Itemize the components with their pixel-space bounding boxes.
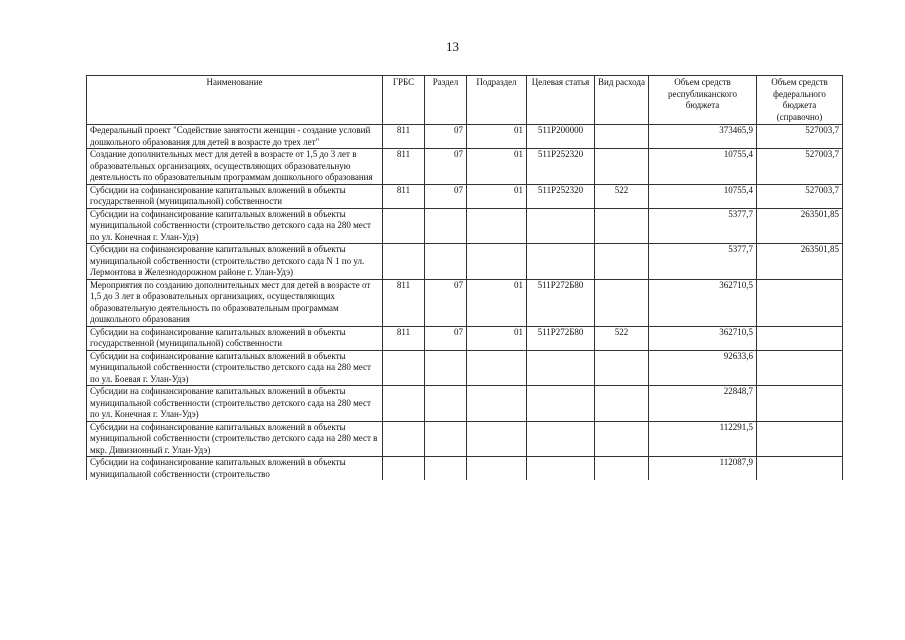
header-subsection: Подраздел xyxy=(467,76,527,125)
cell-expense xyxy=(595,457,649,481)
cell-target xyxy=(527,421,595,457)
cell-federal xyxy=(757,421,843,457)
cell-republic: 362710,5 xyxy=(649,279,757,326)
cell-republic: 112291,5 xyxy=(649,421,757,457)
cell-section xyxy=(425,421,467,457)
cell-expense xyxy=(595,350,649,386)
cell-federal: 527003,7 xyxy=(757,184,843,208)
cell-section xyxy=(425,208,467,244)
cell-subsection: 01 xyxy=(467,149,527,185)
cell-grbs xyxy=(383,244,425,280)
cell-target: 511P272Б80 xyxy=(527,326,595,350)
table-row xyxy=(87,279,843,326)
cell-grbs: 811 xyxy=(383,149,425,185)
cell-target xyxy=(527,457,595,481)
cell-federal: 263501,85 xyxy=(757,208,843,244)
cell-expense xyxy=(595,125,649,149)
cell-expense xyxy=(595,386,649,422)
cell-federal: 263501,85 xyxy=(757,244,843,280)
cell-expense: 522 xyxy=(595,326,649,350)
cell-target xyxy=(527,208,595,244)
cell-grbs: 811 xyxy=(383,184,425,208)
cell-target: 511P252320 xyxy=(527,149,595,185)
cell-federal xyxy=(757,457,843,481)
cell-republic: 112087,9 xyxy=(649,457,757,481)
cell-name: Субсидии на софинансирование капитальных вложений в объекты муниципальной собственности (строительство xyxy=(87,457,383,481)
cell-name: Субсидии на софинансирование капитальных вложений в объекты государственной (муниципальной) собственности xyxy=(87,326,383,350)
cell-name: Субсидии на софинансирование капитальных вложений в объекты муниципальной собственности (строительство детского сада на 280 мест в мкр. Дивизионный г. Улан-Удэ) xyxy=(87,421,383,457)
cell-target: 511P272Б80 xyxy=(527,279,595,326)
cell-grbs: 811 xyxy=(383,125,425,149)
cell-republic: 22848,7 xyxy=(649,386,757,422)
cell-target xyxy=(527,350,595,386)
cell-subsection: 01 xyxy=(467,125,527,149)
cell-grbs xyxy=(383,457,425,481)
cell-section: 07 xyxy=(425,149,467,185)
table-row xyxy=(87,244,843,280)
cell-grbs: 811 xyxy=(383,326,425,350)
cell-section xyxy=(425,350,467,386)
header-section: Раздел xyxy=(425,76,467,125)
header-target: Целевая статья xyxy=(527,76,595,125)
table-row xyxy=(87,149,843,185)
cell-target: 511P200000 xyxy=(527,125,595,149)
cell-subsection xyxy=(467,350,527,386)
header-grbs: ГРБС xyxy=(383,76,425,125)
cell-subsection xyxy=(467,386,527,422)
cell-republic: 10755,4 xyxy=(649,184,757,208)
cell-expense xyxy=(595,421,649,457)
cell-subsection xyxy=(467,244,527,280)
cell-subsection xyxy=(467,208,527,244)
cell-section: 07 xyxy=(425,279,467,326)
cell-grbs xyxy=(383,386,425,422)
cell-section: 07 xyxy=(425,326,467,350)
header-republic: Объем средств республиканского бюджета xyxy=(649,76,757,125)
cell-grbs xyxy=(383,421,425,457)
cell-grbs xyxy=(383,208,425,244)
cell-target xyxy=(527,244,595,280)
table-row xyxy=(87,208,843,244)
cell-section: 07 xyxy=(425,184,467,208)
cell-name: Субсидии на софинансирование капитальных вложений в объекты муниципальной собственности (строительство детского сада на 280 мест по ул. Конечная г. Улан-Удэ) xyxy=(87,386,383,422)
cell-expense xyxy=(595,208,649,244)
cell-republic: 373465,9 xyxy=(649,125,757,149)
table-row xyxy=(87,184,843,208)
table-row xyxy=(87,350,843,386)
table-row xyxy=(87,421,843,457)
cell-name: Федеральный проект "Содействие занятости женщин - создание условий дошкольного образования для детей в возрасте до трех лет" xyxy=(87,125,383,149)
cell-expense xyxy=(595,279,649,326)
cell-expense: 522 xyxy=(595,184,649,208)
cell-grbs xyxy=(383,350,425,386)
cell-expense xyxy=(595,149,649,185)
cell-target: 511P252320 xyxy=(527,184,595,208)
cell-name: Мероприятия по созданию дополнительных мест для детей в возрасте от 1,5 до 3 лет в образовательных организациях, осуществляющих образовательную деятельность по образовательным программам дошкольного образования xyxy=(87,279,383,326)
header-expense: Вид расхода xyxy=(595,76,649,125)
cell-target xyxy=(527,386,595,422)
cell-federal: 527003,7 xyxy=(757,125,843,149)
cell-subsection xyxy=(467,457,527,481)
cell-subsection: 01 xyxy=(467,326,527,350)
cell-republic: 5377,7 xyxy=(649,244,757,280)
cell-name: Субсидии на софинансирование капитальных вложений в объекты муниципальной собственности (строительство детского сада на 280 мест по ул. Боевая г. Улан-Удэ) xyxy=(87,350,383,386)
cell-republic: 362710,5 xyxy=(649,326,757,350)
cell-federal: 527003,7 xyxy=(757,149,843,185)
cell-subsection: 01 xyxy=(467,184,527,208)
table-row xyxy=(87,457,843,481)
cell-subsection xyxy=(467,421,527,457)
cell-section xyxy=(425,386,467,422)
cell-federal xyxy=(757,350,843,386)
table-row xyxy=(87,326,843,350)
cell-name: Создание дополнительных мест для детей в возрасте от 1,5 до 3 лет в образовательных организациях, осуществляющих образовательную деятельность по образовательным программам дошкольного образования xyxy=(87,149,383,185)
cell-subsection: 01 xyxy=(467,279,527,326)
cell-section xyxy=(425,457,467,481)
cell-federal xyxy=(757,386,843,422)
cell-expense xyxy=(595,244,649,280)
cell-republic: 92633,6 xyxy=(649,350,757,386)
cell-name: Субсидии на софинансирование капитальных вложений в объекты государственной (муниципальной) собственности xyxy=(87,184,383,208)
cell-republic: 10755,4 xyxy=(649,149,757,185)
table-row xyxy=(87,386,843,422)
cell-name: Субсидии на софинансирование капитальных вложений в объекты муниципальной собственности (строительство детского сада N 1 по ул. Лермонтова в Железнодорожном районе г. Улан-Удэ) xyxy=(87,244,383,280)
cell-federal xyxy=(757,326,843,350)
page-number: 13 xyxy=(446,39,459,54)
cell-name: Субсидии на софинансирование капитальных вложений в объекты муниципальной собственности (строительство детского сада на 280 мест по ул. Конечная г. Улан-Удэ) xyxy=(87,208,383,244)
cell-federal xyxy=(757,279,843,326)
table-header-row xyxy=(87,76,843,125)
cell-section: 07 xyxy=(425,125,467,149)
cell-grbs: 811 xyxy=(383,279,425,326)
header-name: Наименование xyxy=(87,76,383,125)
table-row xyxy=(87,125,843,149)
budget-table xyxy=(86,75,843,480)
cell-section xyxy=(425,244,467,280)
header-federal: Объем средств федерального бюджета (справочно) xyxy=(757,76,843,125)
cell-republic: 5377,7 xyxy=(649,208,757,244)
